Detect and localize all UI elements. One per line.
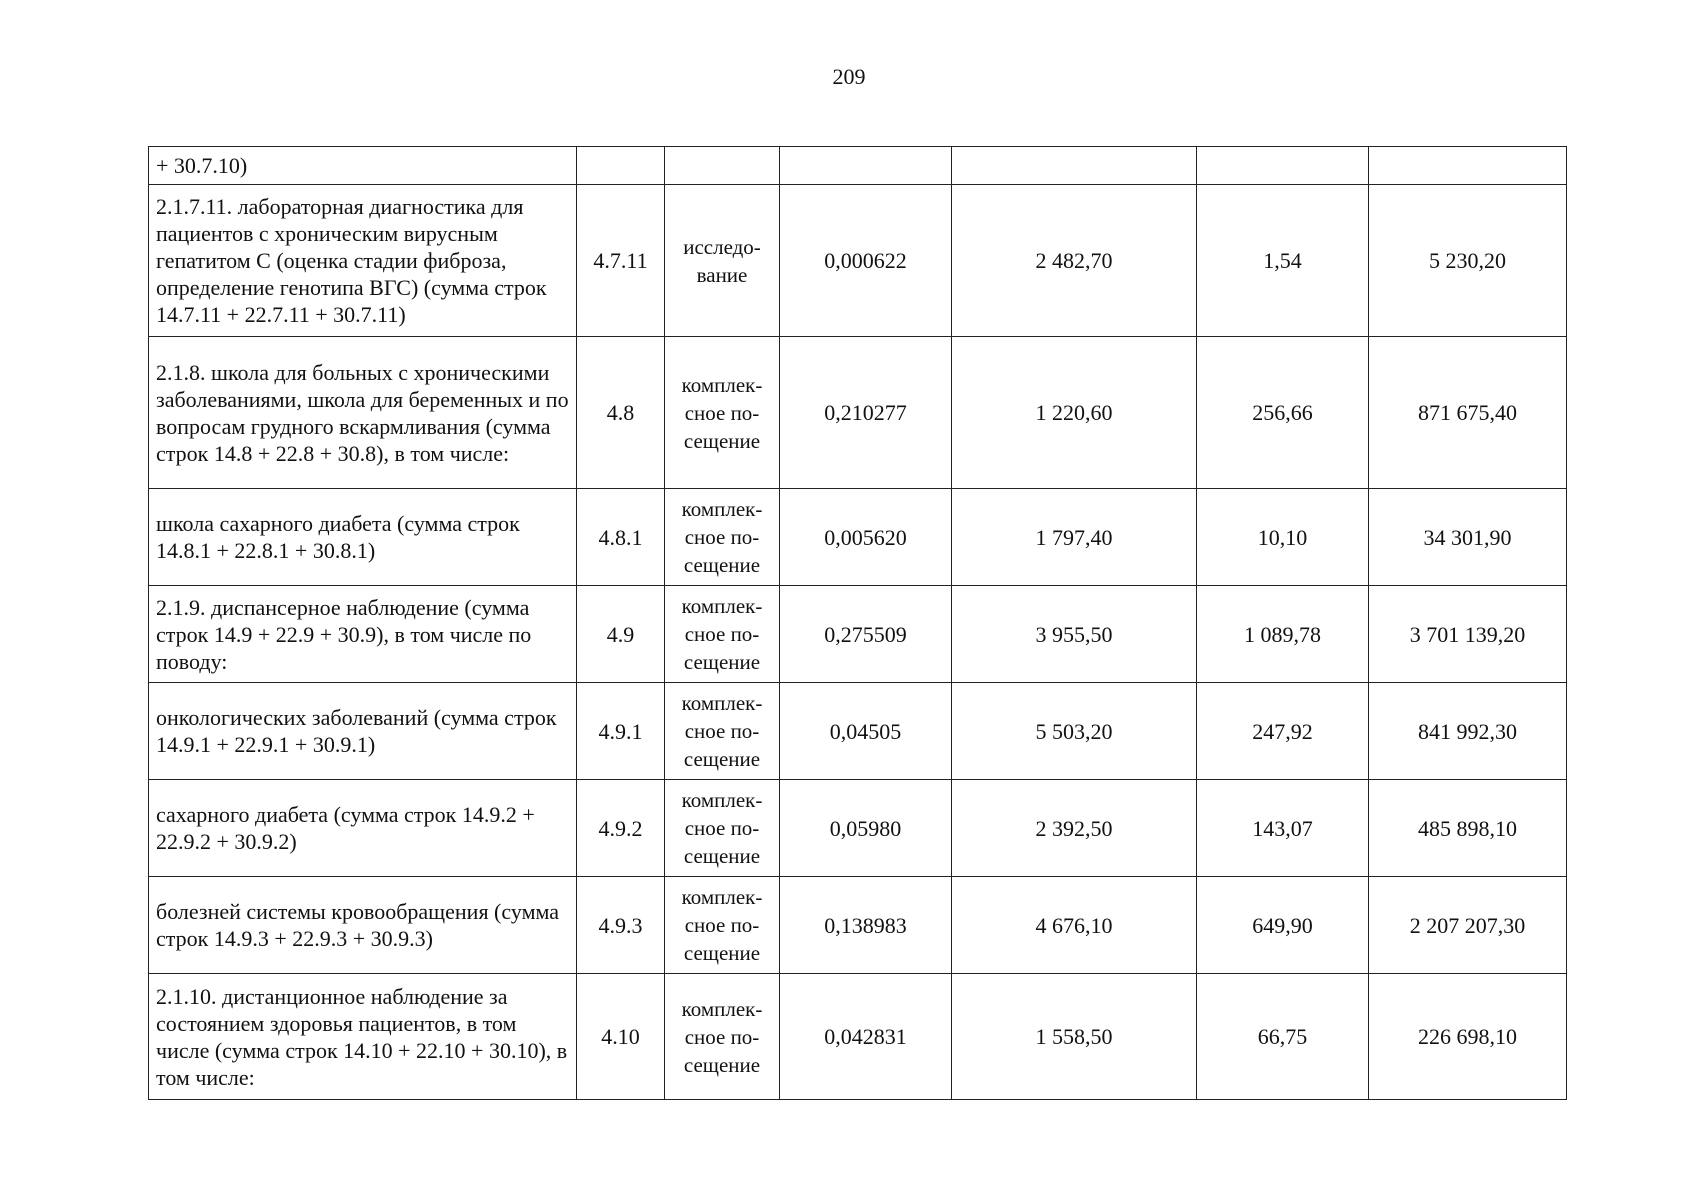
row-code-cell: 4.7.11: [577, 185, 665, 337]
row-name-cell: 2.1.7.11. лабораторная диагностика для пациентов с хроническим вирусным гепатитом С (оценка стадии фиброза, определение генотипа ВГС) (сумма строк 14.7.11 + 22.7.11 + 30.7.11): [149, 185, 577, 337]
row-unit-cell: комплек-сное по-сещение: [665, 780, 780, 877]
row-unit-cell: комплек-сное по-сещение: [665, 489, 780, 586]
row-code-cell: 4.8: [577, 337, 665, 489]
table-row: [149, 974, 1567, 1100]
row-norm-cell: 0,000622: [780, 185, 952, 337]
row-total-cell: 841 992,30: [1369, 683, 1567, 780]
row-name-cell: школа сахарного диабета (сумма строк 14.8.1 + 22.8.1 + 30.8.1): [149, 489, 577, 586]
table-row: [149, 780, 1567, 877]
row-code-cell: 4.9.2: [577, 780, 665, 877]
row-name-cell: 2.1.10. дистанционное наблюдение за состоянием здоровья пациентов, в том числе (сумма строк 14.10 + 22.10 + 30.10), в том числе:: [149, 974, 577, 1100]
row-per-capita-cell: 66,75: [1197, 974, 1369, 1100]
row-norm-cell: 0,210277: [780, 337, 952, 489]
row-cost-cell: 1 220,60: [952, 337, 1197, 489]
row-cost-cell: 1 558,50: [952, 974, 1197, 1100]
row-total-cell: 34 301,90: [1369, 489, 1567, 586]
row-norm-cell: 0,138983: [780, 877, 952, 974]
row-name-cell: онкологических заболеваний (сумма строк 14.9.1 + 22.9.1 + 30.9.1): [149, 683, 577, 780]
row-unit-cell: комплек-сное по-сещение: [665, 877, 780, 974]
row-total-cell: 2 207 207,30: [1369, 877, 1567, 974]
row-per-capita-cell: 1,54: [1197, 185, 1369, 337]
row-cost-cell: 2 482,70: [952, 185, 1197, 337]
row-cost-cell: 3 955,50: [952, 586, 1197, 683]
row-code-cell: 4.8.1: [577, 489, 665, 586]
row-per-capita-cell: 143,07: [1197, 780, 1369, 877]
row-norm-cell: 0,04505: [780, 683, 952, 780]
row-unit-cell: комплек-сное по-сещение: [665, 586, 780, 683]
row-code-cell: 4.9: [577, 586, 665, 683]
row-per-capita-cell: 649,90: [1197, 877, 1369, 974]
row-norm-cell: 0,275509: [780, 586, 952, 683]
row-name-cell: сахарного диабета (сумма строк 14.9.2 + 22.9.2 + 30.9.2): [149, 780, 577, 877]
row-code-cell: [577, 147, 665, 185]
table-row: [149, 877, 1567, 974]
row-per-capita-cell: 1 089,78: [1197, 586, 1369, 683]
row-unit-cell: [665, 147, 780, 185]
row-per-capita-cell: 10,10: [1197, 489, 1369, 586]
row-unit-cell: исследо-вание: [665, 185, 780, 337]
row-cost-cell: 1 797,40: [952, 489, 1197, 586]
row-cost-cell: 2 392,50: [952, 780, 1197, 877]
row-unit-cell: комплек-сное по-сещение: [665, 337, 780, 489]
table-row: [149, 586, 1567, 683]
row-per-capita-cell: 256,66: [1197, 337, 1369, 489]
row-name-cell: болезней системы кровообращения (сумма строк 14.9.3 + 22.9.3 + 30.9.3): [149, 877, 577, 974]
table-row: [149, 683, 1567, 780]
row-per-capita-cell: 247,92: [1197, 683, 1369, 780]
row-total-cell: 485 898,10: [1369, 780, 1567, 877]
row-name-cell: 2.1.9. диспансерное наблюдение (сумма строк 14.9 + 22.9 + 30.9), в том числе по поводу:: [149, 586, 577, 683]
row-norm-cell: 0,05980: [780, 780, 952, 877]
row-cost-cell: 4 676,10: [952, 877, 1197, 974]
row-code-cell: 4.9.3: [577, 877, 665, 974]
row-unit-cell: комплек-сное по-сещение: [665, 974, 780, 1100]
row-cost-cell: 5 503,20: [952, 683, 1197, 780]
row-total-cell: 5 230,20: [1369, 185, 1567, 337]
row-norm-cell: 0,005620: [780, 489, 952, 586]
row-total-cell: 226 698,10: [1369, 974, 1567, 1100]
row-code-cell: 4.9.1: [577, 683, 665, 780]
table-row: [149, 147, 1567, 185]
table-row: [149, 185, 1567, 337]
data-table: [148, 146, 1567, 1100]
row-norm-cell: [780, 147, 952, 185]
row-per-capita-cell: [1197, 147, 1369, 185]
row-name-cell: + 30.7.10): [149, 147, 577, 185]
row-cost-cell: [952, 147, 1197, 185]
row-code-cell: 4.10: [577, 974, 665, 1100]
row-name-cell: 2.1.8. школа для больных с хроническими заболеваниями, школа для беременных и по вопросам грудного вскармливания (сумма строк 14.8 + 22.8 + 30.8), в том числе:: [149, 337, 577, 489]
table-row: [149, 489, 1567, 586]
row-total-cell: 3 701 139,20: [1369, 586, 1567, 683]
table-row: [149, 337, 1567, 489]
row-total-cell: [1369, 147, 1567, 185]
page-number: 209: [832, 64, 866, 89]
row-norm-cell: 0,042831: [780, 974, 952, 1100]
row-unit-cell: комплек-сное по-сещение: [665, 683, 780, 780]
row-total-cell: 871 675,40: [1369, 337, 1567, 489]
